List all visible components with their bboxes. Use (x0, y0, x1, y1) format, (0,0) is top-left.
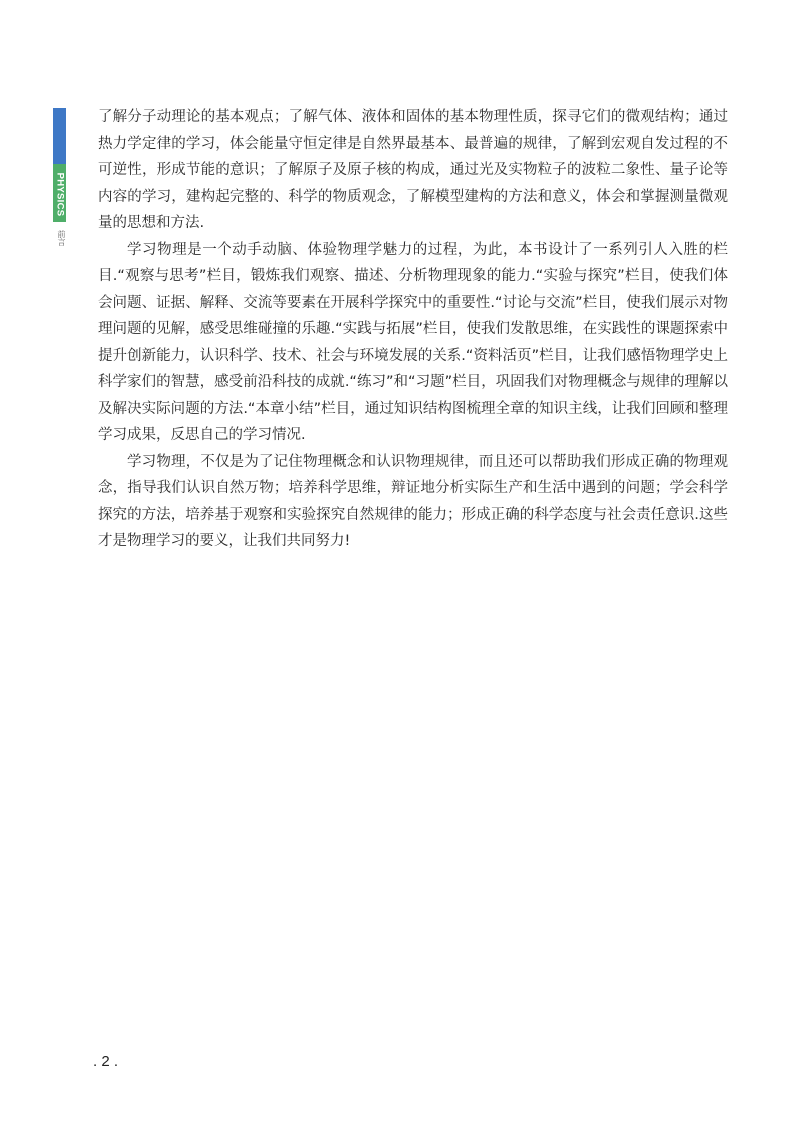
paragraph-3: 学习物理，不仅是为了记住物理概念和认识物理规律，而且还可以帮助我们形成正确的物理观念，指导我们认识自然万物；培养科学思维，辩证地分析实际生产和生活中遇到的问题；学会科学探究的方法，培养基于观察和实验探究自然规律的能力；形成正确的科学态度与社会责任意识.这些才是物理学习的要义，让我们共同努力! (98, 453, 728, 549)
sidebar-band (53, 108, 66, 222)
sidebar-blue-block (53, 108, 66, 164)
document-body (98, 104, 728, 555)
paragraph-1: 了解分子动理论的基本观点；了解气体、液体和固体的基本物理性质，探寻它们的微观结构；通过热力学定律的学习，体会能量守恒定律是自然界最基本、最普遍的规律，了解到宏观自发过程的不可逆性，形成节能的意识；了解原子及原子核的构成，通过光及实物粒子的波粒二象性、量子论等内容的学习，建构起完整的、科学的物质观念，了解模型建构的方法和意义，体会和掌握测量微观量的思想和方法. (98, 109, 728, 231)
page-number: . 2 . (93, 1053, 119, 1070)
sidebar-label-wrap (53, 168, 66, 220)
section-tag: 前言 (57, 230, 66, 246)
paragraph-2: 学习物理是一个动手动脑、体验物理学魅力的过程，为此，本书设计了一系列引人入胜的栏目.“观察与思考”栏目，锻炼我们观察、描述、分析物理现象的能力.“实验与探究”栏目，使我们体会问题、证据、解释、交流等要素在开展科学探究中的重要性.“讨论与交流”栏目，使我们展示对物理问题的见解，感受思维碰撞的乐趣.“实践与拓展”栏目，使我们发散思维，在实践性的课题探索中提升创新能力，认识科学、技术、社会与环境发展的关系.“资料活页”栏目，让我们感悟物理学史上科学家们的智慧，感受前沿科技的成就.“练习”和“习题”栏目，巩固我们对物理概念与规律的理解以及解决实际问题的方法.“本章小结”栏目，通过知识结构图梳理全章的知识主线，让我们回顾和整理学习成果，反思自己的学习情况. (98, 241, 728, 443)
sidebar-physics-label: PHYSICS (54, 172, 65, 216)
